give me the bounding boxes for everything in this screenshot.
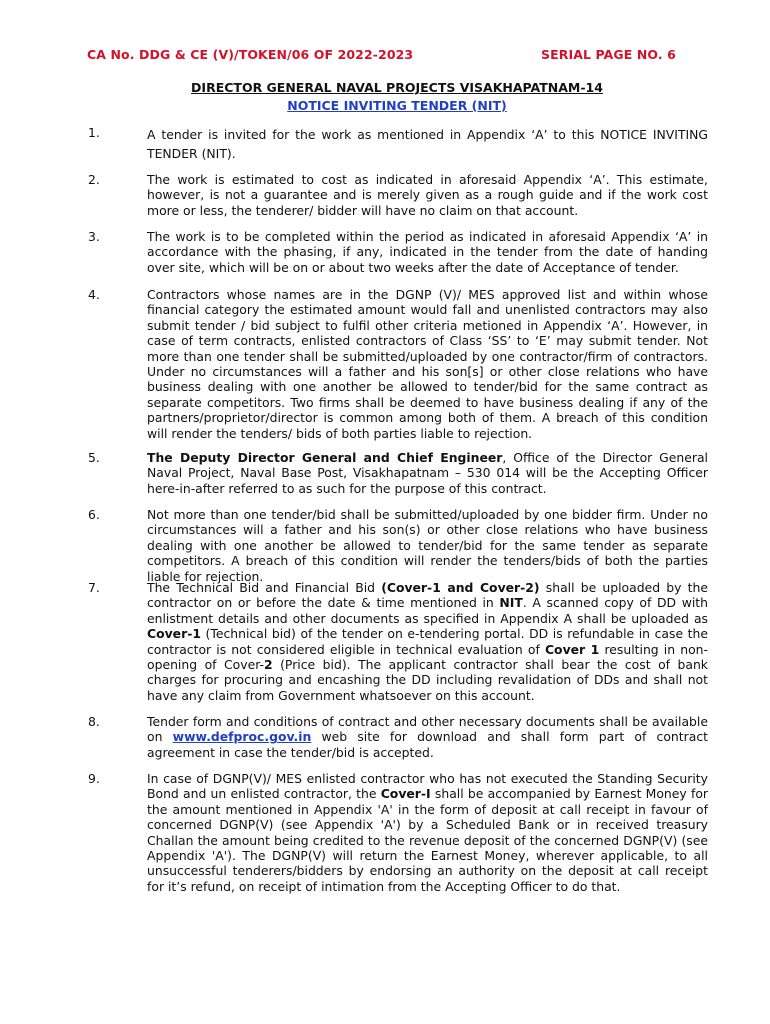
paragraph-text: Contractors whose names are in the DGNP (V)/ MES approved list and within whose financial category the estimated amount would fall and unenlisted contractors may also submit tender / bid subject to fulfil other criteria metioned in Appendix ‘A’. However, in case of term contracts, enlisted contractors of Class ‘SS’ to ‘E’ may submit tender. Not more than one tender shall be submitted/uploaded by one contractor/firm of contractors. Under no circumstances will a father and his son[s] or other close relations who have business dealing with one another be allowed to tender/bid for the same contract as separate competitors. Two firms shall be deemed to have business dealing if any of the partners/proprietor/director is common among both of them. A breach of this condition will render the tenders/ bids of both parties liable to rejection. (147, 287, 708, 441)
paragraph-number: 9. (88, 771, 100, 786)
paragraph-text: In case of DGNP(V)/ MES enlisted contractor who has not executed the Standing Security Bond and un enlisted contractor, the Cover-I shall be accompanied by Earnest Money for the amount mentioned in Appendix 'A' in the form of deposit at call receipt in favour of concerned DGNP(V) (see Appendix 'A') by a Scheduled Bank or in received treasury Challan the amount being credited to the revenue deposit of the concerned DGNP(V) (see Appendix 'A'). The DGNP(V) will return the Earnest Money, wherever applicable, to all unsuccessful tenderers/bidders by endorsing an authority on the deposit at call receipt for it’s refund, on receipt of intimation from the Accepting Officer to do that. (147, 771, 708, 894)
contract-number-header: CA No. DDG & CE (V)/TOKEN/06 OF 2022-2023 (87, 47, 414, 62)
serial-page-number: SERIAL PAGE NO. 6 (541, 47, 676, 62)
paragraph-number: 1. (88, 125, 100, 140)
notice-title: NOTICE INVITING TENDER (NIT) (287, 98, 507, 113)
organization-title: DIRECTOR GENERAL NAVAL PROJECTS VISAKHAPATNAM-14 (191, 80, 603, 95)
paragraph-number: 7. (88, 580, 100, 595)
defproc-website-link[interactable]: www.defproc.gov.in (172, 729, 312, 745)
paragraph-number: 5. (88, 450, 100, 465)
paragraph-text: The work is to be completed within the period as indicated in aforesaid Appendix ‘A’ in accordance with the phasing, if any, indicated in the tender from the date of handing over site, which will be on or about two weeks after the date of Acceptance of tender. (147, 229, 708, 275)
paragraph-text: A tender is invited for the work as mentioned in Appendix ‘A’ to this NOTICE INVITING TENDER (NIT). (147, 127, 708, 161)
paragraph-number: 8. (88, 714, 100, 729)
paragraph-text: Not more than one tender/bid shall be submitted/uploaded by one bidder firm. Under no circumstances will a father and his son(s) or other close relations who have business dealing with one another be allowed to tender/bid for the same tender as separate competitors. A breach of this condition will render the tenders/bids of both the parties liable for rejection. (147, 507, 708, 584)
accepting-officer-title: The Deputy Director General and Chief Engineer (147, 450, 503, 465)
paragraph-number: 2. (88, 172, 100, 187)
paragraph-text: The Technical Bid and Financial Bid (Cover-1 and Cover-2) shall be uploaded by the contractor on or before the date & time mentioned in NIT. A scanned copy of DD with enlistment details and other documents as specified in Appendix A shall be uploaded as Cover-1 (Technical bid) of the tender on e-tendering portal. DD is refundable in case the contractor is not considered eligible in technical evaluation of Cover 1 resulting in non-opening of Cover-2 (Price bid). The applicant contractor shall bear the cost of bank charges for procuring and encashing the DD including revalidation of DDs and shall not have any claim from Government whatsoever on this account. (147, 580, 708, 703)
paragraph-number: 6. (88, 507, 100, 522)
paragraph-text: The work is estimated to cost as indicated in aforesaid Appendix ‘A’. This estimate, however, is not a guarantee and is merely given as a rough guide and if the work cost more or less, the tenderer/ bidder will have no claim on that account. (147, 172, 708, 218)
paragraph-text: Tender form and conditions of contract and other necessary documents shall be available on www.defproc.gov.in web site for download and shall form part of contract agreement in case the tender/bid is accepted. (147, 714, 708, 760)
paragraph-number: 4. (88, 287, 100, 302)
paragraph-number: 3. (88, 229, 100, 244)
paragraph-text: The Deputy Director General and Chief Engineer, Office of the Director General Naval Project, Naval Base Post, Visakhapatnam – 530 014 will be the Accepting Officer here-in-after referred to as such for the purpose of this contract. (147, 450, 708, 496)
